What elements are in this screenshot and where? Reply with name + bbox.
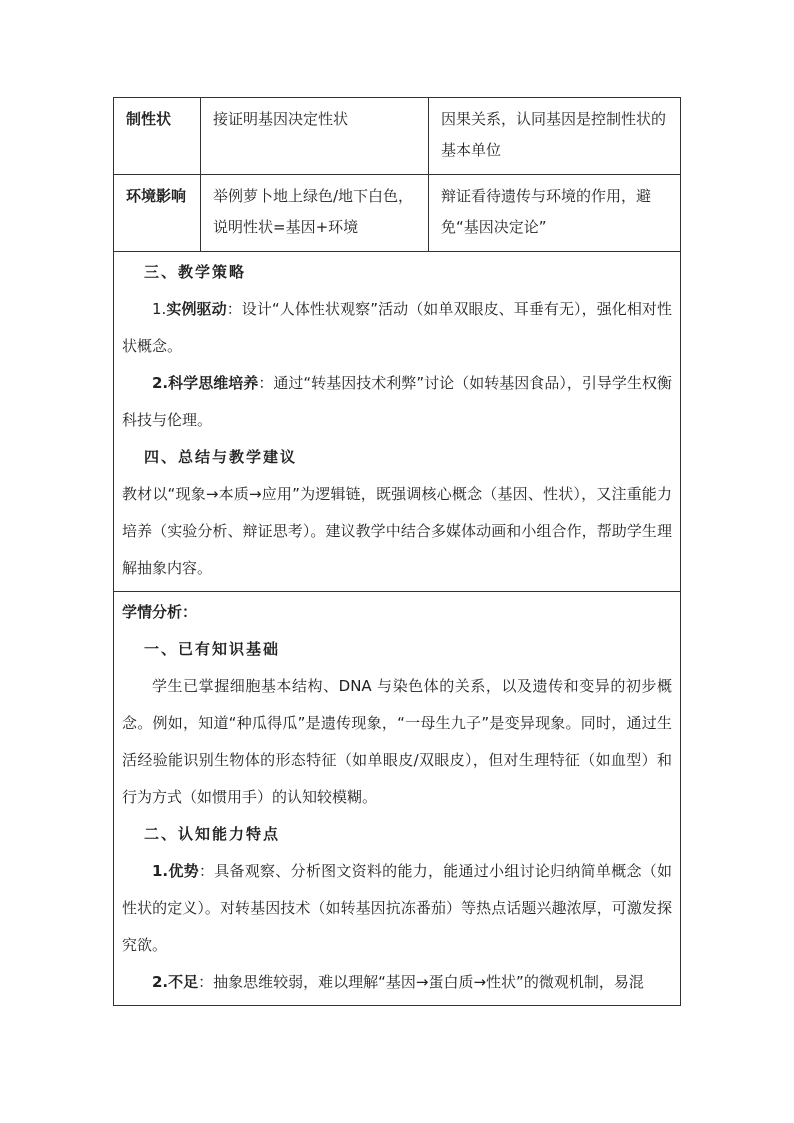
- table-cell: 接证明基因决定性状: [201, 98, 429, 175]
- paragraph: 教材以“现象→本质→应用”为逻辑链，既强调核心概念（基因、性状），又注重能力培养（实验分析、辩证思考）。建议教学中结合多媒体动画和小组合作，帮助学生理解抽象内容。: [122, 485, 672, 577]
- strategy-section: [114, 252, 680, 591]
- paragraph-text: ：设计“人体性状观察”活动（如单双眼皮、耳垂有无），强化相对性状概念。: [122, 300, 672, 355]
- table-cell: 环境影响: [114, 175, 201, 252]
- analysis-section: [114, 591, 680, 1005]
- paragraph-text: ：通过“转基因技术利弊”讨论（如转基因食品），引导学生权衡科技与伦理。: [122, 374, 673, 429]
- table-row: [114, 98, 680, 175]
- page: [113, 97, 681, 1006]
- paragraph: 学生已掌握细胞基本结构、DNA 与染色体的关系，以及遗传和变异的初步概念。例如，知道“种瓜得瓜”是遗传现象，“一母生九子”是变异现象。同时，通过生活经验能识别生物体的形态特征（如单眼皮/双眼皮），但对生理特征（如血型）和行为方式（如惯用手）的认知较模糊。: [122, 677, 672, 806]
- paragraph: [122, 365, 672, 439]
- table-row: [114, 175, 680, 252]
- table-cell: 举例萝卜地上绿色/地下白色，说明性状=基因+环境: [201, 175, 429, 252]
- paragraph: [122, 853, 672, 964]
- paragraph: [122, 291, 672, 365]
- table-cell: 因果关系，认同基因是控制性状的基本单位: [429, 98, 681, 175]
- paragraph-text: ：具备观察、分析图文资料的能力，能通过小组讨论归纳简单概念（如性状的定义）。对转基因技术（如转基因抗冻番茄）等热点话题兴趣浓厚，可激发探究欲。: [122, 862, 672, 954]
- table-cell: 辩证看待遗传与环境的作用，避免“基因决定论”: [429, 175, 681, 252]
- bold-term: 实例驱动: [166, 300, 227, 318]
- comparison-table: [114, 98, 680, 252]
- lesson-plan-frame: [113, 97, 681, 1006]
- bold-term: 2.不足: [152, 973, 199, 991]
- section-heading: 三、教学策略: [144, 263, 247, 281]
- table-cell: 制性状: [114, 98, 201, 175]
- section-heading: 四、总结与教学建议: [144, 448, 298, 466]
- section-heading: 二、认知能力特点: [144, 825, 281, 843]
- section-heading: 一、已有知识基础: [144, 640, 281, 658]
- bold-term: 1.优势: [152, 862, 199, 880]
- paragraph: [122, 964, 672, 1001]
- paragraph-text: ：抽象思维较弱，难以理解“基因→蛋白质→性状”的微观机制，易混: [198, 973, 644, 991]
- analysis-title: 学情分析：: [122, 603, 198, 621]
- lead-number: 1.: [152, 300, 167, 318]
- bold-term: 2.科学思维培养: [152, 374, 259, 392]
